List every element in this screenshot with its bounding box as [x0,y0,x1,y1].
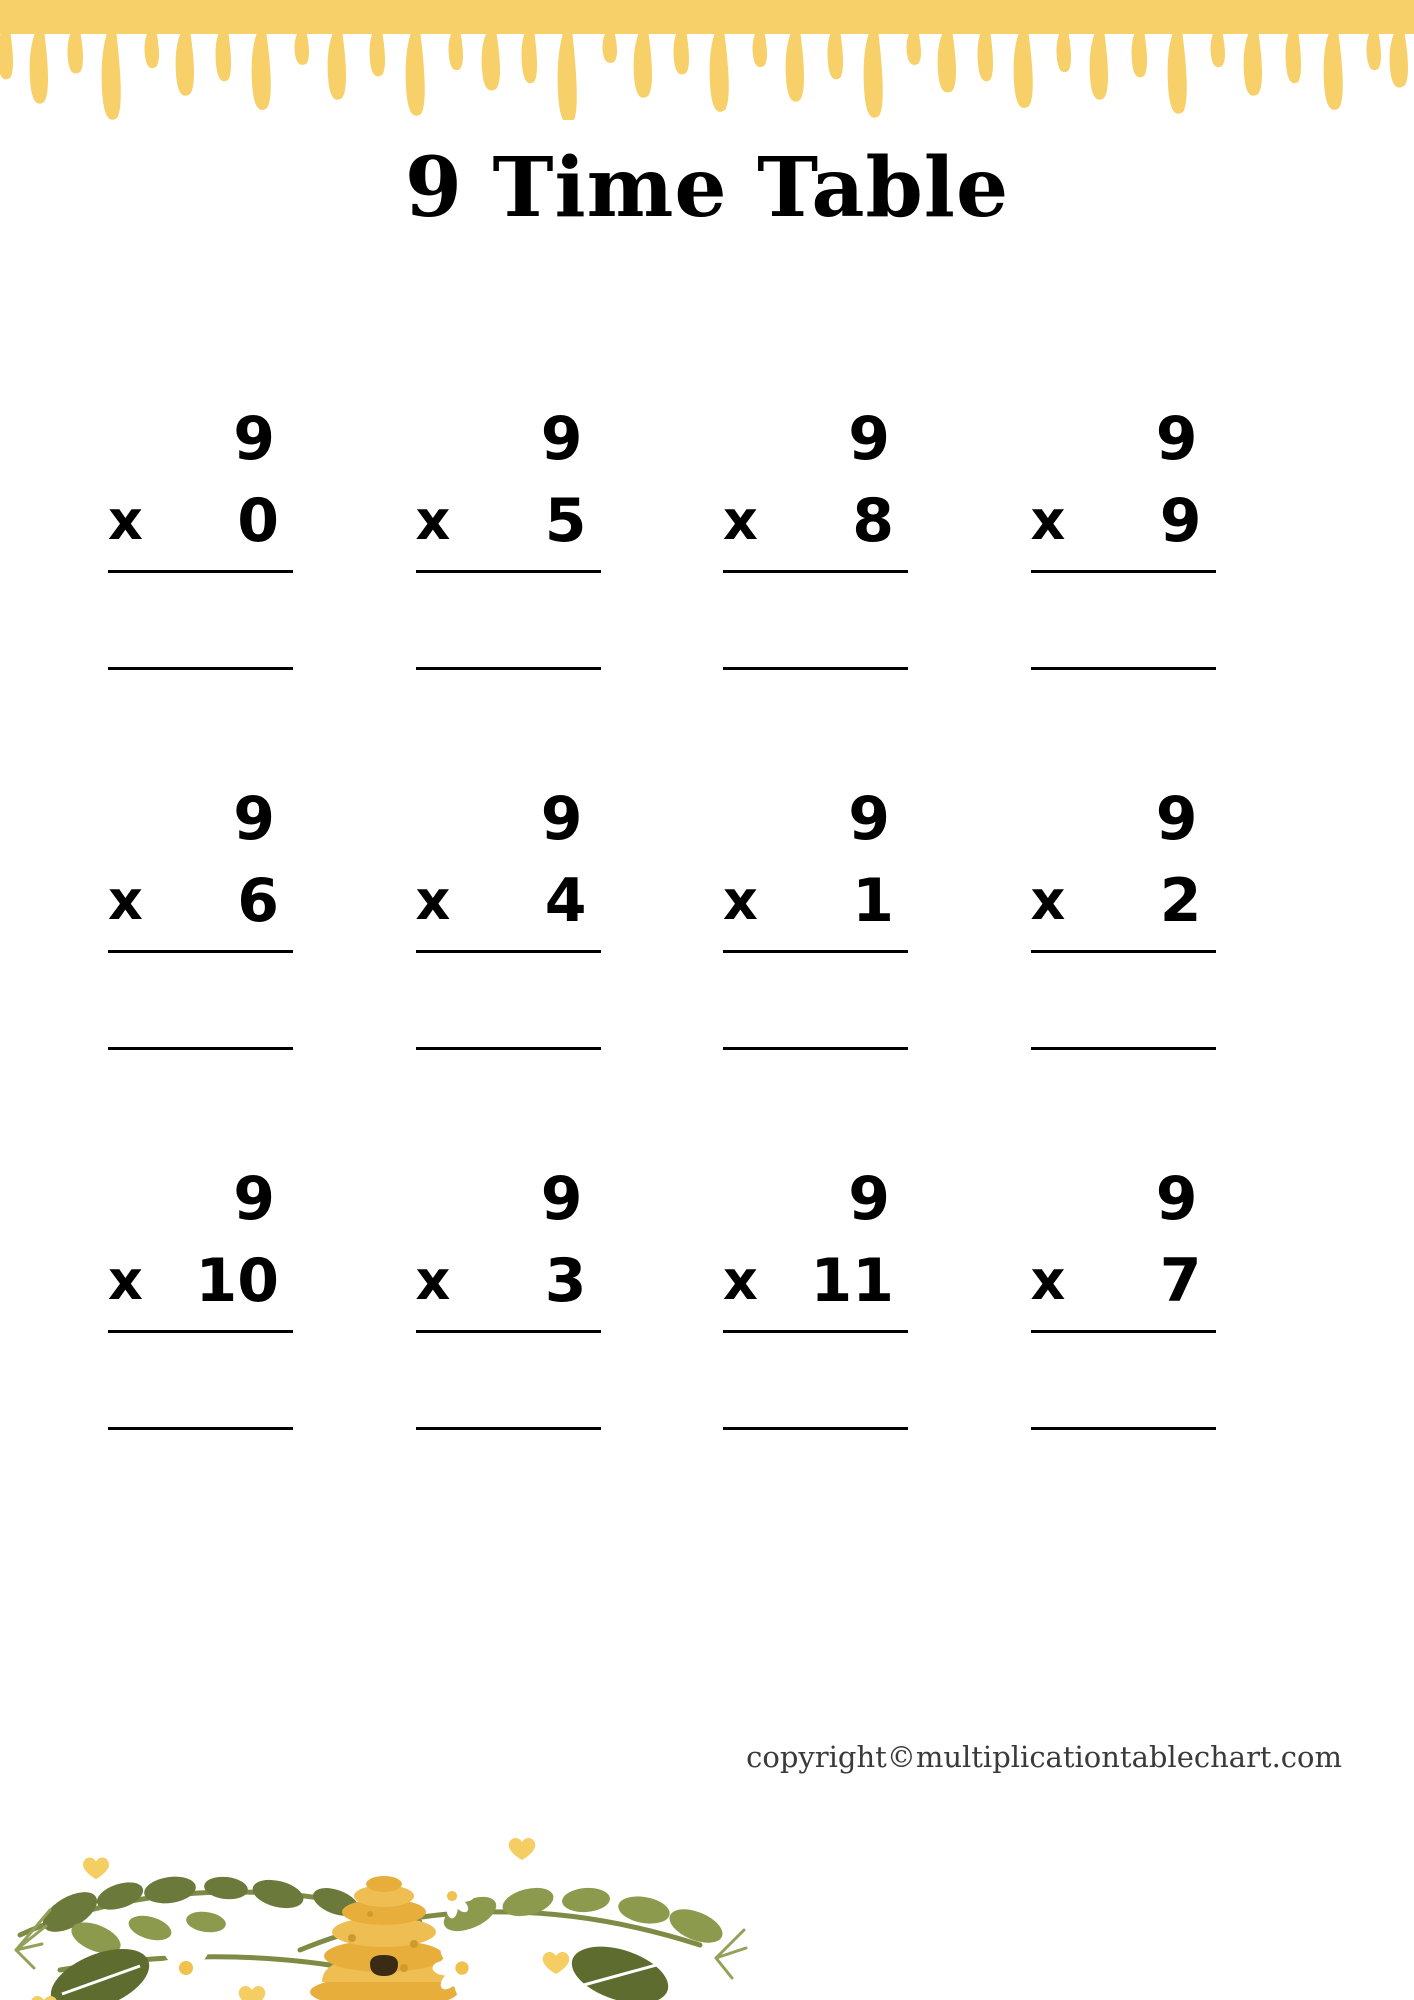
operator-symbol: x [723,869,758,932]
multiplier: 2 [1159,866,1202,936]
problem-rule [723,570,908,573]
honey-drip-decoration [0,0,1414,120]
multiplier: 11 [810,1246,894,1316]
problem-cell [404,400,712,680]
multiplicand: 9 [233,404,275,474]
problem-cell [96,780,404,1060]
answer-blank[interactable] [108,1427,293,1430]
multiplicand: 9 [848,1164,890,1234]
problem-cell [96,1160,404,1440]
problem-rule [416,1330,601,1333]
operator-symbol: x [415,869,451,932]
problem-cell [96,400,404,680]
multiplier: 1 [852,866,894,936]
multiplier: 0 [237,486,279,556]
multiplicand: 9 [848,404,890,474]
multiplicand: 9 [540,1164,583,1234]
operator-symbol: x [1030,1249,1066,1312]
problem-cell [1019,1160,1327,1440]
multiplicand: 9 [540,784,583,854]
multiplicand: 9 [233,784,275,854]
operator-symbol: x [415,1249,451,1312]
problem-cell [404,1160,712,1440]
multiplicand: 9 [848,784,890,854]
copyright-notice: copyright©multiplicationtablechart.com [746,1740,1342,1774]
problem-rule [1031,570,1216,573]
operator-symbol: x [108,869,143,932]
problem-rule [108,1330,293,1333]
multiplier: 8 [852,486,894,556]
operator-symbol: x [108,489,143,552]
problem-cell [1019,780,1327,1060]
answer-blank[interactable] [1031,667,1216,670]
multiplier: 4 [544,866,587,936]
operator-symbol: x [723,489,758,552]
multiplicand: 9 [233,1164,275,1234]
problem-cell [404,780,712,1060]
problem-cell [711,400,1019,680]
answer-blank[interactable] [416,1427,601,1430]
problems-grid [96,400,1326,1440]
answer-blank[interactable] [416,667,601,670]
problem-rule [108,570,293,573]
answer-blank[interactable] [108,667,293,670]
problem-rule [416,950,601,953]
operator-symbol: x [1030,489,1066,552]
multiplicand: 9 [1155,784,1198,854]
problem-cell [711,780,1019,1060]
answer-blank[interactable] [416,1047,601,1050]
multiplier: 5 [544,486,587,556]
problem-rule [723,1330,908,1333]
problem-cell [711,1160,1019,1440]
operator-symbol: x [1030,869,1066,932]
problem-rule [723,950,908,953]
answer-blank[interactable] [723,1047,908,1050]
problem-rule [108,950,293,953]
multiplier: 7 [1159,1246,1202,1316]
answer-blank[interactable] [1031,1427,1216,1430]
multiplicand: 9 [540,404,583,474]
operator-symbol: x [723,1249,758,1312]
answer-blank[interactable] [723,667,908,670]
problem-rule [1031,1330,1216,1333]
beehive-floral-decoration [0,1700,760,2000]
problem-cell [1019,400,1327,680]
problem-rule [416,570,601,573]
answer-blank[interactable] [1031,1047,1216,1050]
multiplicand: 9 [1155,1164,1198,1234]
problem-rule [1031,950,1216,953]
answer-blank[interactable] [723,1427,908,1430]
multiplier: 10 [195,1246,279,1316]
multiplier: 3 [544,1246,587,1316]
multiplier: 6 [237,866,279,936]
operator-symbol: x [415,489,451,552]
answer-blank[interactable] [108,1047,293,1050]
operator-symbol: x [108,1249,143,1312]
multiplier: 9 [1159,486,1202,556]
multiplicand: 9 [1155,404,1198,474]
page-title: 9 Time Table [404,140,1010,236]
